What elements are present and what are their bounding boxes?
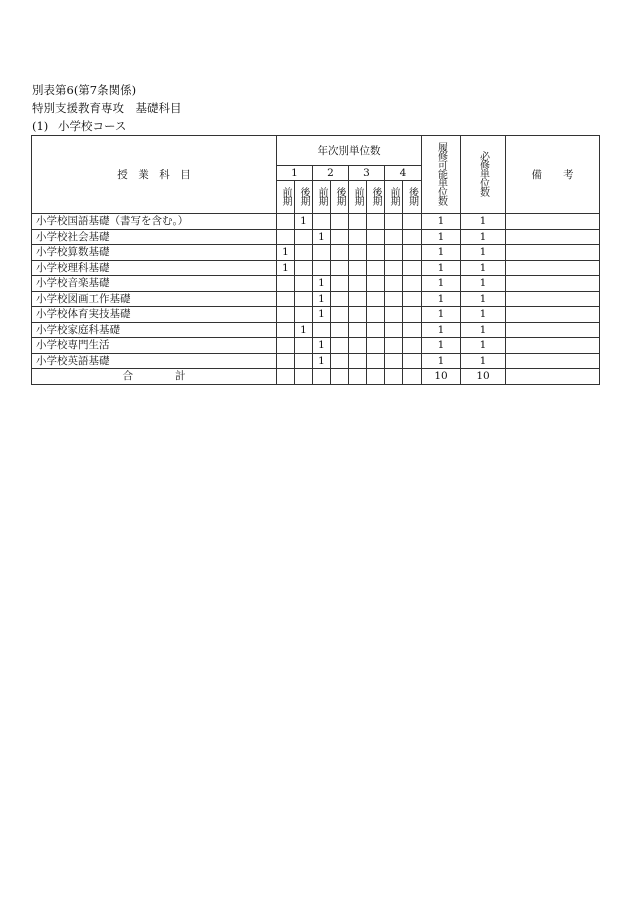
total-cell [385,369,403,385]
unit-cell [331,307,349,323]
remarks-cell [506,245,600,261]
course-name: 小学校図画工作基礎 [32,291,277,307]
required-units-cell: 1 [461,260,506,276]
unit-cell [331,338,349,354]
remarks-cell [506,322,600,338]
course-name: 小学校家庭科基礎 [32,322,277,338]
total-cell [367,369,385,385]
unit-cell [349,276,367,292]
remarks-cell [506,307,600,323]
elective-units-cell: 1 [422,322,461,338]
remarks-cell [506,229,600,245]
total-cell [331,369,349,385]
unit-cell [385,245,403,261]
table-row [32,353,600,369]
unit-cell [295,229,313,245]
unit-cell [331,229,349,245]
elective-units-header: 履修可能単位数 [422,136,461,214]
unit-cell: 1 [277,245,295,261]
unit-cell [349,229,367,245]
table-row [32,229,600,245]
unit-cell [295,291,313,307]
unit-cell [385,276,403,292]
total-remarks [506,369,600,385]
unit-cell [313,245,331,261]
remarks-cell [506,260,600,276]
term-second-header-year-1: 後期 [295,181,313,214]
required-units-cell: 1 [461,322,506,338]
required-units-cell: 1 [461,353,506,369]
unit-cell [331,214,349,230]
unit-cell [367,338,385,354]
unit-cell [403,214,422,230]
course-name: 小学校理科基礎 [32,260,277,276]
table-row [32,260,600,276]
unit-cell [277,214,295,230]
unit-cell [349,245,367,261]
course-name: 小学校音楽基礎 [32,276,277,292]
table-row [32,338,600,354]
unit-cell [403,307,422,323]
unit-cell [403,260,422,276]
unit-cell [385,353,403,369]
unit-cell [403,276,422,292]
course-name: 小学校英語基礎 [32,353,277,369]
required-units-cell: 1 [461,338,506,354]
unit-cell [331,245,349,261]
course-name: 小学校体育実技基礎 [32,307,277,323]
unit-cell [277,322,295,338]
unit-cell: 1 [295,322,313,338]
unit-cell [367,322,385,338]
remarks-cell [506,276,600,292]
term-first-header-year-4: 前期 [385,181,403,214]
unit-cell [367,260,385,276]
unit-cell [385,307,403,323]
unit-cell [295,338,313,354]
unit-cell [313,214,331,230]
total-elective: 10 [422,369,461,385]
unit-cell [349,353,367,369]
term-first-header-year-2: 前期 [313,181,331,214]
unit-cell [277,229,295,245]
unit-cell [313,322,331,338]
course-name: 小学校国語基礎（書写を含む。） [32,214,277,230]
table-row [32,322,600,338]
unit-cell: 1 [295,214,313,230]
unit-cell [403,291,422,307]
elective-units-cell: 1 [422,338,461,354]
unit-cell [403,353,422,369]
required-units-cell: 1 [461,276,506,292]
unit-cell [367,229,385,245]
total-required: 10 [461,369,506,385]
table-row [32,276,600,292]
unit-cell [295,245,313,261]
table-row [32,245,600,261]
unit-cell [331,322,349,338]
unit-cell [403,229,422,245]
unit-cell [385,322,403,338]
unit-cell [277,353,295,369]
unit-cell [385,260,403,276]
elective-units-cell: 1 [422,276,461,292]
unit-cell [367,276,385,292]
remarks-cell [506,291,600,307]
unit-cell [385,291,403,307]
elective-units-cell: 1 [422,229,461,245]
required-units-cell: 1 [461,291,506,307]
term-second-header-year-3: 後期 [367,181,385,214]
total-cell [295,369,313,385]
remarks-cell [506,353,600,369]
unit-cell: 1 [313,307,331,323]
total-label: 合 計 [32,369,277,385]
section-title [32,119,126,133]
required-units-header: 必修単位数 [461,136,506,214]
elective-units-cell: 1 [422,353,461,369]
unit-cell [295,276,313,292]
table-row [32,307,600,323]
total-cell [277,369,295,385]
unit-cell: 1 [313,229,331,245]
unit-cell [367,291,385,307]
unit-cell [331,260,349,276]
course-table [31,135,600,385]
year-1-header: 1 [277,166,313,181]
total-cell [313,369,331,385]
required-units-cell: 1 [461,214,506,230]
unit-cell [403,245,422,261]
table-row [32,291,600,307]
unit-cell [385,338,403,354]
unit-cell [385,214,403,230]
appendix-title: 別表第6(第7条関係) [32,83,137,97]
unit-cell [367,245,385,261]
unit-cell [349,291,367,307]
unit-cell [331,276,349,292]
year-2-header: 2 [313,166,349,181]
unit-cell [367,353,385,369]
unit-cell [277,291,295,307]
unit-cell [385,229,403,245]
unit-cell [349,260,367,276]
unit-cell [277,338,295,354]
elective-units-cell: 1 [422,260,461,276]
course-name: 小学校専門生活 [32,338,277,354]
unit-cell [403,322,422,338]
unit-cell [277,276,295,292]
unit-cell: 1 [313,353,331,369]
unit-cell [295,260,313,276]
unit-cell [403,338,422,354]
unit-cell: 1 [313,291,331,307]
unit-cell [331,353,349,369]
section-number: (1) [32,119,49,133]
elective-units-cell: 1 [422,291,461,307]
unit-cell: 1 [313,338,331,354]
program-title: 特別支援教育専攻 基礎科目 [32,101,182,115]
unit-cell [349,307,367,323]
table-row [32,214,600,230]
unit-cell [367,214,385,230]
section-name: 小学校コース [58,119,127,133]
elective-units-cell: 1 [422,245,461,261]
total-cell [403,369,422,385]
year-units-header: 年次別単位数 [277,136,422,166]
term-second-header-year-2: 後期 [331,181,349,214]
total-row [32,369,600,385]
unit-cell [313,260,331,276]
term-first-header-year-3: 前期 [349,181,367,214]
unit-cell: 1 [277,260,295,276]
remarks-cell [506,338,600,354]
elective-units-cell: 1 [422,214,461,230]
unit-cell [349,338,367,354]
unit-cell [349,214,367,230]
required-units-cell: 1 [461,245,506,261]
total-cell [349,369,367,385]
course-name: 小学校算数基礎 [32,245,277,261]
required-units-cell: 1 [461,307,506,323]
year-3-header: 3 [349,166,385,181]
year-4-header: 4 [385,166,422,181]
elective-units-cell: 1 [422,307,461,323]
term-first-header-year-1: 前期 [277,181,295,214]
remarks-header: 備 考 [506,136,600,214]
unit-cell [295,353,313,369]
unit-cell [331,291,349,307]
unit-cell [277,307,295,323]
unit-cell [349,322,367,338]
unit-cell [367,307,385,323]
required-units-cell: 1 [461,229,506,245]
course-name: 小学校社会基礎 [32,229,277,245]
remarks-cell [506,214,600,230]
term-second-header-year-4: 後期 [403,181,422,214]
subject-header: 授 業 科 目 [32,136,277,214]
unit-cell: 1 [313,276,331,292]
unit-cell [295,307,313,323]
